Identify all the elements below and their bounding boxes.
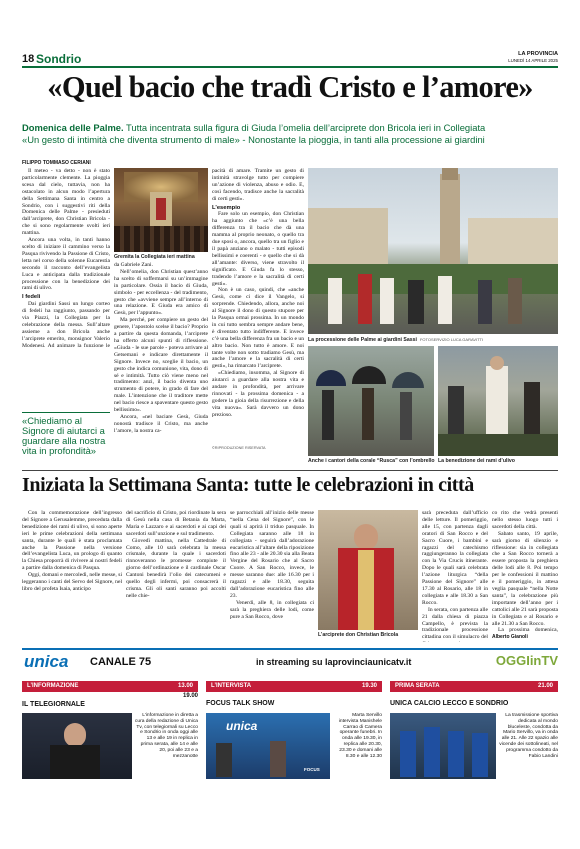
main-headline: «Quel bacio che tradì Cristo e l’amore» — [47, 70, 533, 104]
focus-label: FOCUS — [304, 767, 320, 772]
tv-slot-band: L’INTERVISTA 19.30 — [206, 681, 382, 692]
masthead: LA PROVINCIA — [518, 51, 558, 57]
paragraph: Venerdì, alle 8, in collegiata ci sarà la preghiera delle lodi, come pure a San Rocco, dove — [230, 599, 314, 620]
photo-1-caption: Gremita la Collegiata ieri mattina — [114, 254, 195, 260]
paragraph: Ma perché, per compiere un gesto del genere, l’apostolo scelse il bacio? Proprio a partire da questa domanda, l’arciprete ha offerto alcuni spunti di riflessione. «Giuda - le sue parole - poteva arrivare al Getsemani e indicare direttamente il Signore. Invece no, sceglie il bacio, un gesto che indica comunione, vita, dono di sé e intimità. Tutto ciò viene meno nel tradimento: anzi, il bacio diventa uno strumento di potere, in grado di fare del male. L’intenzione che il traditore mette nel bacio riesce a spaventare questo gesto bellissimo». — [114, 317, 208, 414]
paragraph: Ancora, «nel baciare Gesù, Giuda nonostà tradisce il Cristo, ma anche l’amore, la nostra ca- — [114, 413, 208, 434]
photo-3-caption: Anche i cantori della corale “Rusca” con l’ombrello — [308, 458, 435, 464]
article-column-3 — [212, 168, 304, 444]
paragraph: Il meteo - va detto - non è stato particolarmente clemente. La pioggia scesa dal cielo, tuttavia, non ha ostacolato in alcun modo l’apertura della Settimana Santa in centro a Sondrio, con i suggestivi riti della Domenica delle Palme - presieduti dall’arciprete, don Christian Bricola - che si sono regolarmente svolti ieri mattina. — [22, 168, 110, 237]
section-name: Sondrio — [36, 52, 82, 66]
photo-archpriest — [318, 510, 418, 630]
article-2-headline: Iniziata la Settimana Santa: tutte le celebrazioni in città — [22, 474, 474, 496]
tv-slot-text: Marta Servillo intervista Manishele Carrao di Camera operante funebri. In onda alle 19.30, in replica alle 20.30, 23.30 e domani alle 8.30 e alle 12.30 — [338, 713, 382, 759]
article-divider — [22, 470, 558, 471]
page-date: LUNEDÌ 14 APRILE 2025 — [508, 58, 558, 63]
article-column-1 — [22, 168, 110, 348]
article-column-2 — [114, 262, 208, 450]
photo-olive-blessing — [438, 346, 558, 456]
photo-collegiata-interior — [114, 168, 208, 252]
subheadline — [22, 122, 558, 146]
streaming-url[interactable]: laprovinciaunicatv.it — [325, 657, 412, 667]
tv-slot-title: FOCUS TALK SHOW — [206, 700, 275, 707]
pull-quote: «Chiediamo al Signore di aiutarci a guardare alla nostra vita in profondità» — [22, 415, 106, 456]
paragraph: Oggi, domani e mercoledì, nelle messe, si leggeranno i canti del Servo del Signore, nel libro del profeta Isaia, anticipo — [22, 572, 122, 592]
article-2-column-2 — [126, 510, 226, 642]
photo-procession-gardens — [308, 168, 558, 334]
oggi-in-tv-logo: OGGIinTV — [495, 653, 558, 668]
tv-photo-anchor — [22, 713, 132, 779]
tv-slot-text: L’informazione in diretta a cura della redazione di Unica Tv, con telegiornali su Lecco e Sondrio in onda oggi alle 13 e alle 19 in replica in prima serata, alle 14 e alle 20, poi alle 23 e a mezzanotte — [134, 713, 198, 759]
paragraph: se parrocchiali all’inizio delle messe “nella Cena del Signore”, con le quali si aprirà il triduo pasquale. In Collegiata saranno alle 18 in collegiata - seguirà dall’adorazione eucaristica all’altare della riposizione fino alle 23 - alle 20.30 sia alla Beata Vergine del Rosario che al Sacro Cuore. A San Rocco, invece, le messe saranno due: alle 16.30 per i ragazzi e alle 18.30, seguita dall’adorazione eucaristica fino alle 23. — [230, 510, 314, 599]
paragraph: Giovedì mattina, nella Cattedrale di Como, alle 10 sarà celebrata la messa crismale, durante la quale i sacerdoti rinnoveranno le promesse compiute il giorno dell’ordinazione e il cardinale Oscar Cantoni benedirà l’olio dei catecumeni e quello degli infermi, poi consacrerà il crisma. Gli oli santi saranno poi accolti nelle chie- — [126, 537, 226, 599]
tv-slot-prima-serata — [390, 681, 558, 759]
subhead-line-2: «Un gesto di intimità che diventa strumento di male» - Nonostante la pioggia, in tanti alla processione ai giardini — [22, 134, 485, 145]
tv-photo-football — [390, 713, 496, 779]
photo-4-caption: La benedizione dei rami d’ulivo — [438, 458, 515, 464]
tv-slot-text: La trasmissione sportiva dedicata al mondo bluceleste, condotta da Mario Servillo, va in onda alle 21. Alle 22 spazio alle vicende dei sottolineati, nel programma condotto da Fabio Landini — [499, 713, 558, 759]
paragraph: co rito che vedrà presenti nello stesso luogo tutti i sacerdoti della città. — [492, 510, 558, 530]
subhead-line-1: Tutta incentrata sulla figura di Giuda l’omelia dell’arciprete don Bricola ieri in Collegiata — [126, 122, 486, 133]
paragraph: Dai giardini Sassi un lungo corteo di fedeli ha raggiunto, passando per via Piazzi, la Collegiata per la celebrazione della messa. Sull’altare assieme a don Bricola anche l’arciprete emerito, monsignor Valerio Modenesi. Ad animare la funzione le — [22, 301, 110, 348]
paragraph: del sacrificio di Cristo, poi riordinate la sera di Gesù nella casa di Betania da Marta, Maria e Lazzaro e ai sacerdoti e ai capi dei sacerdoti sull’unzione e sul tradimento. — [126, 510, 226, 537]
paragraph: La prossima domenica, — [498, 627, 558, 632]
tv-slot-time-2: 19.00 — [182, 693, 198, 699]
header-rule — [22, 66, 558, 68]
tv-channel: CANALE 75 — [90, 656, 152, 668]
subhead-kicker: Domenica delle Palme. — [22, 122, 124, 133]
article-2-column-5 — [492, 510, 558, 632]
paragraph: Nell’omelia, don Christian quest’anno ha scelto di soffermarsi su un’immagine in particolare. Ossia il bacio di Giuda, simbolo - per eccellenza - del tradimento, gesto che «avviene sempre all’interno di una relazione. E Giuda era amico di Gesù, per l’appunto». — [114, 268, 208, 317]
paragraph: sarà preceduta dall’ufficio delle letture. Il pomeriggio, alle 15, con partenza dagli oratori di San Rocco e del Sacro Cuore, i bambini e ragazzi del catechismo raggiungeranno la collegiata con la Via Crucis itinerante. Dopo le quali sarà celebrata l’azione liturgica “della Passione del Signore” alle 17.30 al Rosario, alle 18 in collegiata e alle 18.30 a San Rocco. — [422, 510, 488, 606]
paragraph: Ancora una volta, in tanti hanno scelto di iniziare il cammino verso la Pasqua rivivendo la Passione di Cristo, letta nel corso della solenne Eucarestia secondo il racconto dell’evangelista Luca e anticipata dalla tradizionale processione con la benedizione dei rami di ulivo. — [22, 237, 110, 292]
tv-slot-band: PRIMA SERATA 21.00 — [390, 681, 558, 692]
paragraph: In serata, con partenza alle 21 dalla chiesa di piazza Campello, è prevista la tradizionale processione cittadina con il simulacro del — [422, 606, 488, 641]
unica-logo: unica — [24, 652, 69, 671]
section-heading: L’esempio — [212, 204, 241, 211]
tv-slot-title: IL TELEGIORNALE — [22, 701, 85, 708]
article-2-column-4 — [422, 510, 488, 642]
photo-2-caption: La processione delle Palme ai giardini Sassi FOTOSERVIZIO LUCA GARAVITTI — [308, 337, 484, 343]
page-number: 18 — [22, 53, 35, 65]
studio-logo: unica — [226, 719, 258, 733]
article-2-signature: Alberto Gianoli — [492, 634, 528, 640]
tv-top-rule — [22, 648, 558, 650]
tv-streaming: in streaming su laprovinciaunicatv.it — [256, 657, 412, 667]
photo-caption-archpriest: L’arciprete don Christian Bricola — [318, 632, 399, 638]
paragraph: «Chiediamo, insomma, al Signore di aiutarci a guardare alla nostra vita e andare in profondità, per arrivare rinnovati - la prossima domenica - a godere la gioia della risurrezione e della vita nuova». Sarà davvero un dono prezioso. — [212, 370, 304, 418]
byline: FILIPPO TOMMASO CERIANI — [22, 160, 91, 166]
tv-slot-intervista — [206, 681, 382, 772]
tv-slot-band: L’INFORMAZIONE 13.00 — [22, 681, 198, 692]
pull-quote-box — [22, 412, 110, 456]
photo-choir-umbrellas — [308, 346, 434, 456]
paragraph: Con la commemorazione dell’ingresso del Signore a Gerusalemme, preceduta dalla benedizione dei rami di ulivo, si sono aperte ieri le prime celebrazioni della settimana santa, durante le quali è stata proclamata anche la Passione nella versione dell’evangelista Luca, un prologo di quanto la Chiesa proporrà di rivivere ai nostri fedeli a partire dalla domenica di Pasqua. — [22, 510, 122, 572]
section-heading: I fedeli — [22, 294, 41, 301]
paragraph: Sabato santo, 19 aprile, sarà giorno di silenzio e riflessione: sia in collegiata che a San Rocco tornerà a essere proposta la preghiera delle lodi alle 8. Poi tempo per le confessioni il mattino e il pomeriggio, in attesa veglia pasquale “nella Notte santa”, la celebrazione più importante dell’anno per i cattolici alle 21 sarà proposta in Collegiata e al Rosario e alle 21.30 a San Rocco. — [492, 530, 558, 627]
tv-photo-studio — [206, 713, 330, 779]
article-2-column-1 — [22, 510, 122, 642]
paragraph: da Gabriele Zani. — [114, 262, 153, 268]
paragraph: pacità di amare. Tramite un gesto di intimità stravolge tutto per compiere un’azione di violenza, abuso e odio. E, così facendo, tradisce anche la sacralità di certi gesti». — [212, 168, 304, 202]
paragraph: Non è un caso, quindi, che «anche Gesù, come ci dice il Vangelo, si sorprende. Chiedendo, allora, anche noi al Signore il dono di questo stupore per la Pasqua ormai prossima. In un mondo in cui tutto sembra sempre andare bene, è diventato tutto indifferente. E invece c’è una bella differenza fra un bacio e un altro bacio. Non tutto è amore. E noi tante volte non sotto tradiamo Gesù, ma anche l’amore e la sacralità di certi gesti», ha rimarcato l’arciprete. — [212, 287, 304, 370]
paragraph: Fare solo un esempio, don Christian ha aggiunto che «c’è una bella differenza tra il bacio che dà una mamma al proprio neonato, o quello tra due sposi o, ancora, quello tra un figlio e il papà anziano o malato - tutti episodi bellissimi e coerenti - e quello che si dà all’amante: diverso, viene stravolto il significato. E Giuda fa lo stesso, tradendo l’amore e la sacralità di certi gesti». — [212, 211, 304, 287]
copyright-notice: ©RIPRODUZIONE RISERVATA — [212, 446, 266, 450]
photo-credit: FOTOSERVIZIO LUCA GARAVITTI — [419, 337, 484, 342]
tv-slot-title: UNICA CALCIO LECCO E SONDRIO — [390, 700, 509, 707]
tv-slot-informazione — [22, 681, 198, 759]
article-2-column-3 — [230, 510, 314, 642]
